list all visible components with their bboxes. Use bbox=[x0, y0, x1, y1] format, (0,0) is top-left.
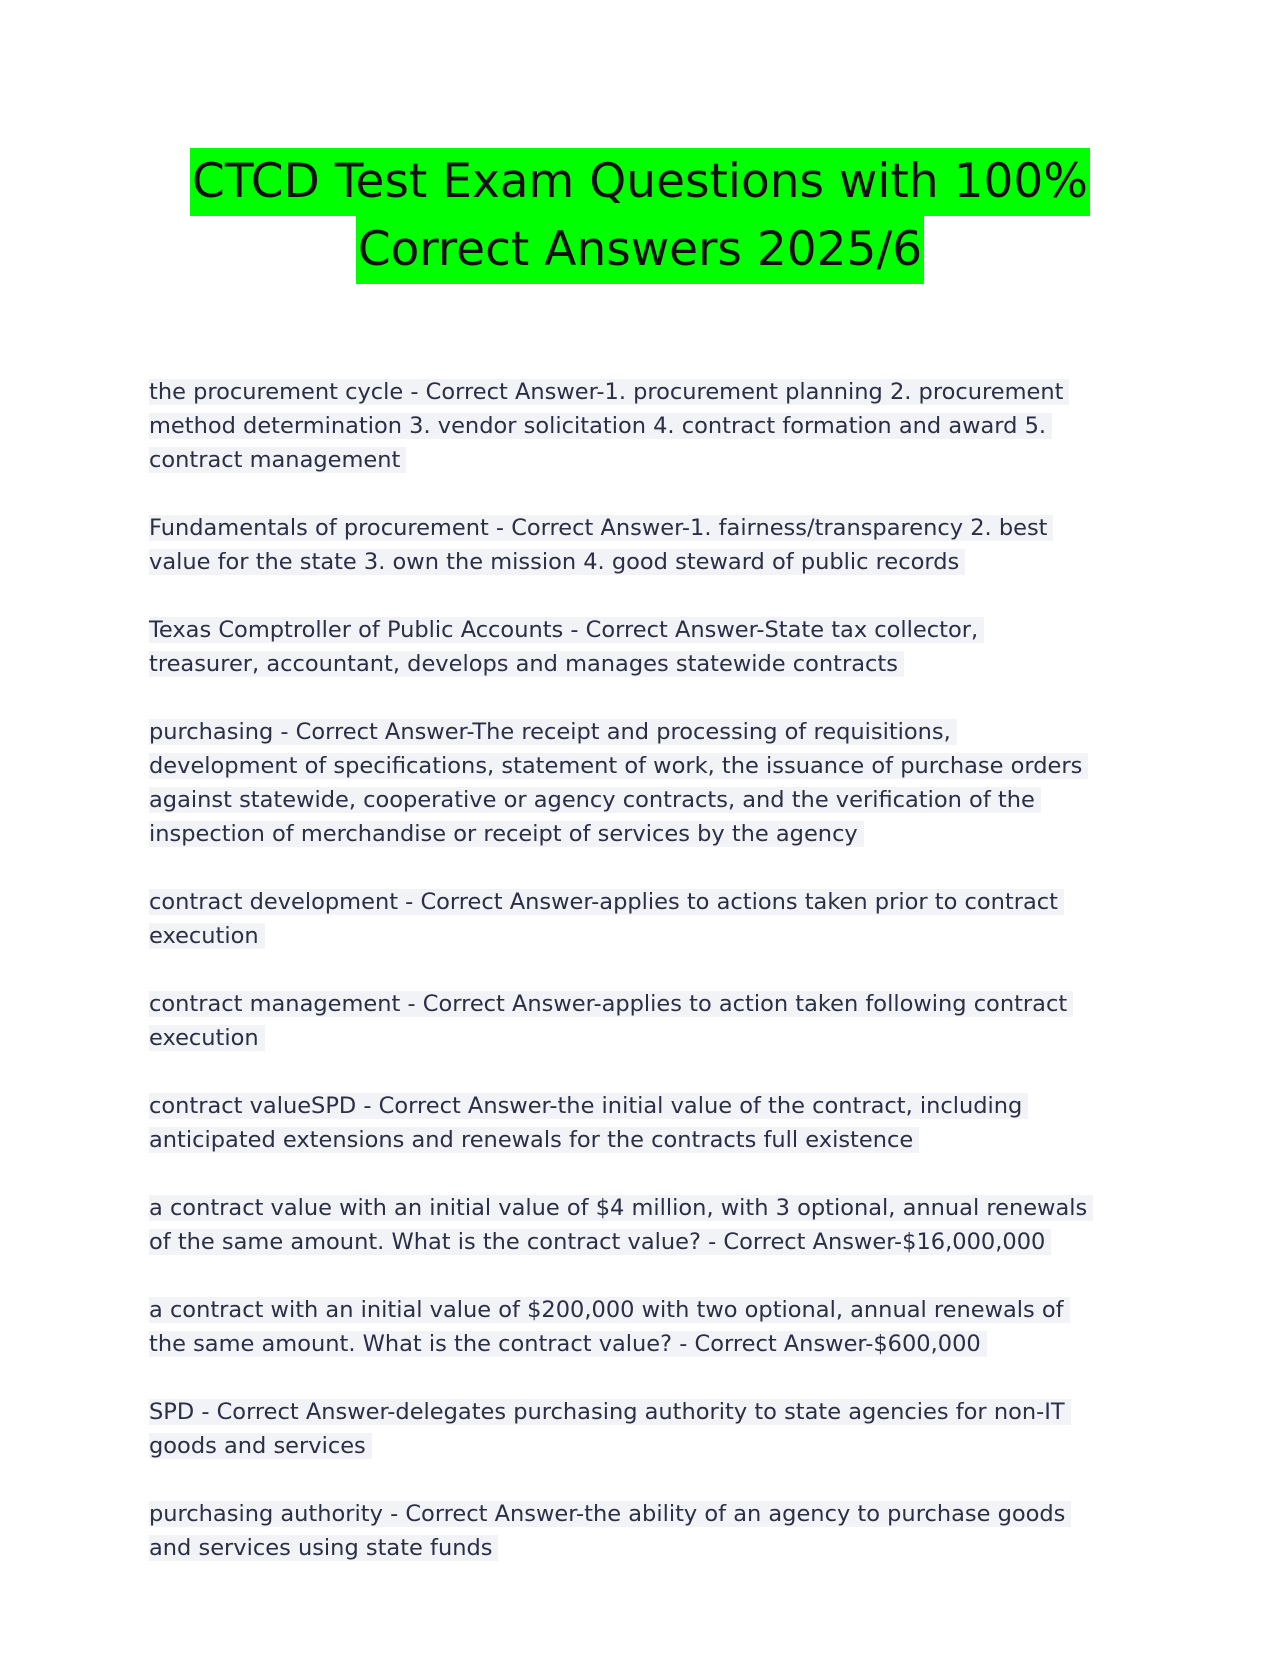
document-title bbox=[0, 148, 1280, 284]
qa-line bbox=[149, 817, 1139, 851]
qa-line-text: contract valueSPD - Correct Answer-the initial value of the contract, including bbox=[149, 1093, 1028, 1119]
title-line-1: CTCD Test Exam Questions with 100% bbox=[190, 148, 1090, 216]
qa-item bbox=[149, 885, 1139, 953]
qa-line bbox=[149, 1395, 1139, 1429]
qa-item bbox=[149, 613, 1139, 681]
qa-line-text: contract development - Correct Answer-applies to actions taken prior to contract bbox=[149, 889, 1064, 915]
qa-item bbox=[149, 1089, 1139, 1157]
qa-line bbox=[149, 715, 1139, 749]
qa-item bbox=[149, 1191, 1139, 1259]
qa-line bbox=[149, 443, 1139, 477]
qa-line bbox=[149, 749, 1139, 783]
qa-line bbox=[149, 647, 1139, 681]
qa-line bbox=[149, 375, 1139, 409]
qa-line bbox=[149, 1293, 1139, 1327]
qa-item bbox=[149, 1497, 1139, 1565]
qa-line-text: against statewide, cooperative or agency contracts, and the verification of the bbox=[149, 787, 1041, 813]
qa-line bbox=[149, 409, 1139, 443]
qa-line-text: Fundamentals of procurement - Correct Answer-1. fairness/transparency 2. best bbox=[149, 515, 1053, 541]
qa-line bbox=[149, 1429, 1139, 1463]
qa-line-text: development of specifications, statement of work, the issuance of purchase orders bbox=[149, 753, 1088, 779]
qa-item bbox=[149, 511, 1139, 579]
qa-line-text: the same amount. What is the contract value? - Correct Answer-$600,000 bbox=[149, 1331, 987, 1357]
qa-line-text: anticipated extensions and renewals for the contracts full existence bbox=[149, 1127, 919, 1153]
qa-item bbox=[149, 375, 1139, 477]
qa-line bbox=[149, 1531, 1139, 1565]
qa-line bbox=[149, 613, 1139, 647]
qa-line-text: treasurer, accountant, develops and manages statewide contracts bbox=[149, 651, 904, 677]
qa-line bbox=[149, 1123, 1139, 1157]
qa-line bbox=[149, 1089, 1139, 1123]
qa-line-text: a contract value with an initial value of $4 million, with 3 optional, annual renewals bbox=[149, 1195, 1093, 1221]
qa-line bbox=[149, 1021, 1139, 1055]
qa-line-text: of the same amount. What is the contract value? - Correct Answer-$16,000,000 bbox=[149, 1229, 1051, 1255]
qa-line bbox=[149, 1225, 1139, 1259]
qa-line bbox=[149, 1191, 1139, 1225]
qa-line-text: method determination 3. vendor solicitation 4. contract formation and award 5. bbox=[149, 413, 1052, 439]
qa-line-text: inspection of merchandise or receipt of services by the agency bbox=[149, 821, 864, 847]
qa-line bbox=[149, 511, 1139, 545]
qa-line-text: Texas Comptroller of Public Accounts - Correct Answer-State tax collector, bbox=[149, 617, 984, 643]
qa-line-text: a contract with an initial value of $200,000 with two optional, annual renewals of bbox=[149, 1297, 1070, 1323]
qa-line-text: value for the state 3. own the mission 4. good steward of public records bbox=[149, 549, 965, 575]
qa-line-text: contract management - Correct Answer-applies to action taken following contract bbox=[149, 991, 1073, 1017]
title-line-2: Correct Answers 2025/6 bbox=[356, 216, 924, 284]
qa-list bbox=[149, 375, 1139, 1599]
qa-line-text: contract management bbox=[149, 447, 406, 473]
qa-line bbox=[149, 545, 1139, 579]
qa-line-text: and services using state funds bbox=[149, 1535, 498, 1561]
qa-item bbox=[149, 1395, 1139, 1463]
qa-line bbox=[149, 1497, 1139, 1531]
qa-line bbox=[149, 1327, 1139, 1361]
qa-item bbox=[149, 1293, 1139, 1361]
qa-line-text: execution bbox=[149, 1025, 265, 1051]
qa-line bbox=[149, 885, 1139, 919]
qa-line-text: execution bbox=[149, 923, 265, 949]
qa-line-text: purchasing - Correct Answer-The receipt and processing of requisitions, bbox=[149, 719, 957, 745]
qa-line-text: SPD - Correct Answer-delegates purchasing authority to state agencies for non-IT bbox=[149, 1399, 1071, 1425]
qa-line bbox=[149, 987, 1139, 1021]
qa-line-text: goods and services bbox=[149, 1433, 372, 1459]
qa-item bbox=[149, 715, 1139, 851]
qa-item bbox=[149, 987, 1139, 1055]
qa-line-text: purchasing authority - Correct Answer-the ability of an agency to purchase goods bbox=[149, 1501, 1071, 1527]
qa-line-text: the procurement cycle - Correct Answer-1. procurement planning 2. procurement bbox=[149, 379, 1069, 405]
qa-line bbox=[149, 919, 1139, 953]
qa-line bbox=[149, 783, 1139, 817]
